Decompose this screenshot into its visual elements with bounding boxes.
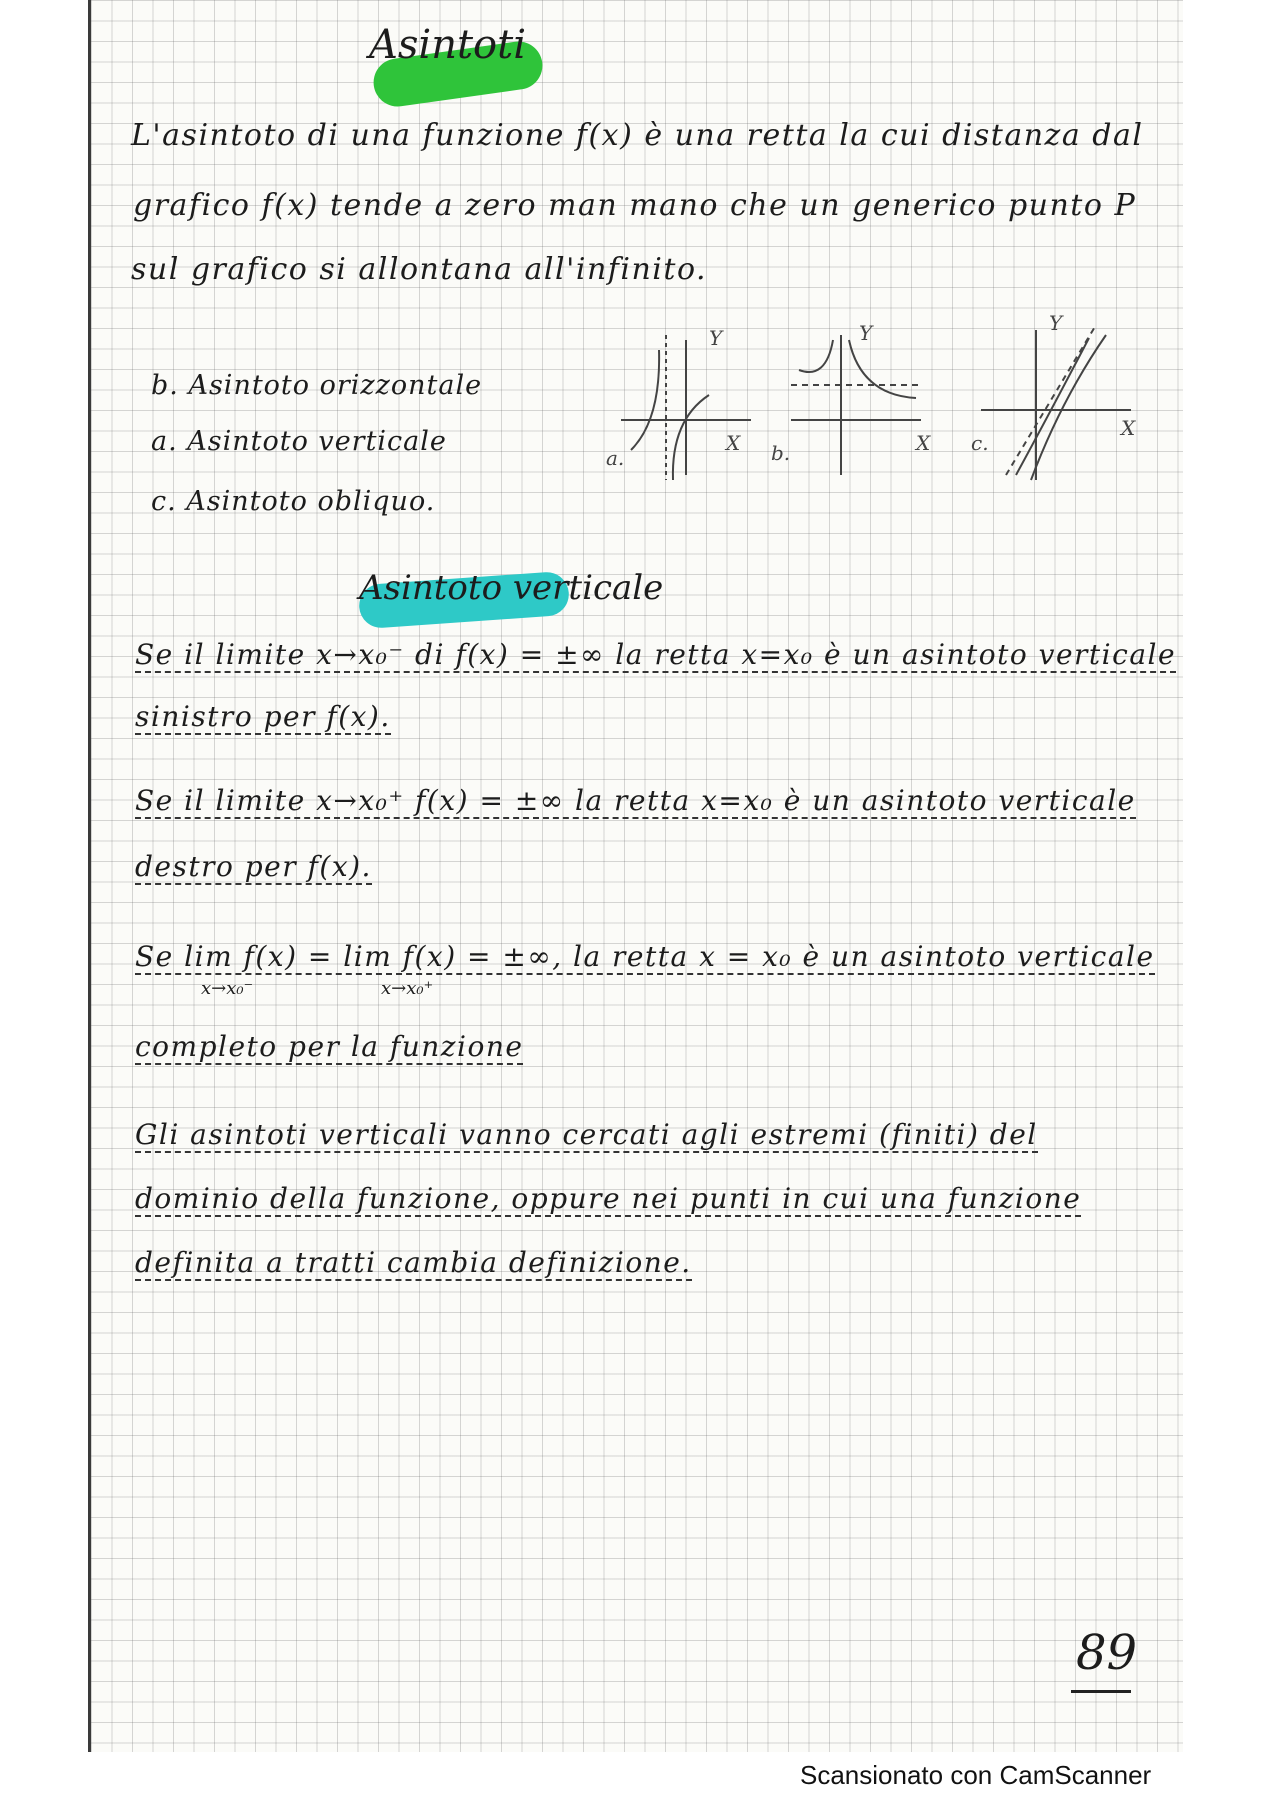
intro-line-1: L'asintoto di una funzione f(x) è una retta la cui distanza dal — [131, 118, 1144, 153]
graph-b-y-label: Y — [859, 321, 873, 345]
graph-b-x-label: X — [916, 431, 931, 455]
intro-line-3: sul grafico si allontana all'infinito. — [131, 252, 708, 287]
rule-2-line-1: Se il limite x→x₀⁺ f(x) = ±∞ la retta x=x₀ è un asintoto verticale — [135, 784, 1136, 817]
type-vertical: a. Asintoto verticale — [151, 426, 447, 457]
rule-3-line-1: Se lim f(x) = lim f(x) = ±∞, la retta x = x₀ è un asintoto verticale — [135, 940, 1155, 973]
graph-a-x-label: X — [726, 431, 741, 455]
graph-c-x-label: X — [1121, 416, 1136, 440]
rule-1-line-1: Se il limite x→x₀⁻ di f(x) = ±∞ la retta x=x₀ è un asintoto verticale — [135, 638, 1177, 671]
notebook-page — [88, 0, 1183, 1752]
rule-3-subscript-right: x→x₀⁺ — [381, 978, 434, 999]
graph-a-y-label: Y — [709, 326, 723, 350]
graph-b-label: b. — [771, 441, 791, 465]
type-oblique: c. Asintoto obliquo. — [151, 486, 436, 517]
asymptote-sketches — [591, 300, 1151, 510]
rule-3-subscript-left: x→x₀⁻ — [201, 978, 254, 999]
graph-a-label: a. — [606, 446, 625, 470]
graph-c-label: c. — [971, 431, 989, 455]
graph-vertical-asymptote — [621, 335, 751, 480]
section-title: Asintoto verticale — [359, 568, 664, 608]
rule-3-line-2: completo per la funzione — [135, 1030, 524, 1063]
graph-horizontal-asymptote — [791, 335, 921, 475]
scanner-footer: Scansionato con CamScanner — [800, 1760, 1152, 1790]
note-line-2: dominio della funzione, oppure nei punti in cui una funzione — [135, 1182, 1082, 1215]
rule-1-line-2: sinistro per f(x). — [135, 700, 391, 733]
page-title: Asintoti — [369, 22, 526, 68]
page-number: 89 — [1076, 1625, 1138, 1681]
graph-oblique-asymptote — [981, 325, 1131, 480]
rule-2-line-2: destro per f(x). — [135, 850, 372, 883]
graph-c-y-label: Y — [1049, 311, 1063, 335]
note-line-3: definita a tratti cambia definizione. — [135, 1246, 692, 1279]
note-line-1: Gli asintoti verticali vanno cercati agli estremi (finiti) del — [135, 1118, 1038, 1151]
type-horizontal: b. Asintoto orizzontale — [151, 370, 483, 401]
intro-line-2: grafico f(x) tende a zero man mano che un generico punto P — [133, 188, 1137, 223]
page-number-underline — [1071, 1690, 1131, 1693]
